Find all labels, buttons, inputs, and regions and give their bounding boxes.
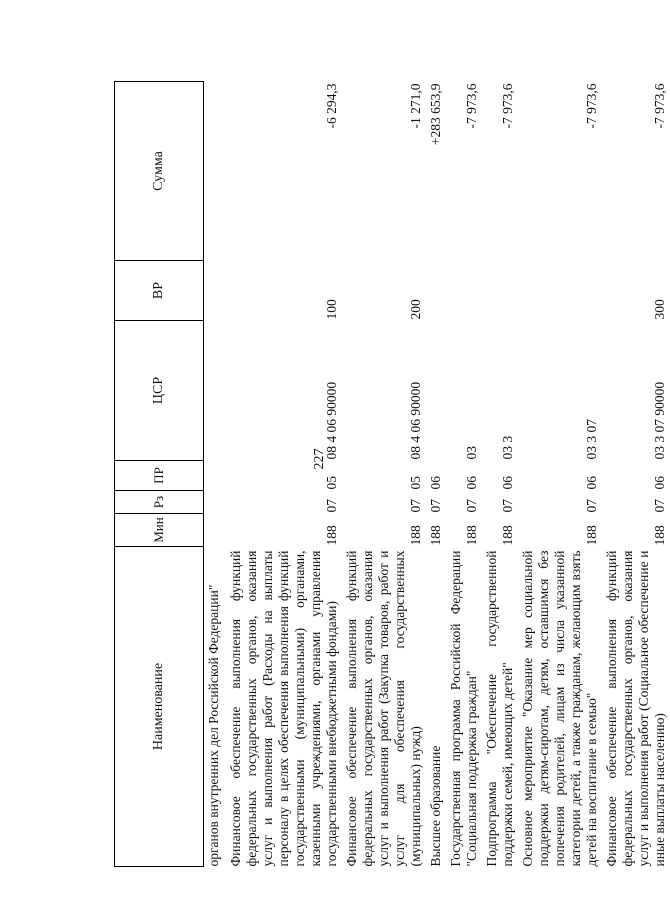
row-name: Подпрограмма "Обеспечение государственной поддержки семей, имеющих детей" <box>483 550 515 867</box>
row-sum: -7 973,6 <box>583 83 599 129</box>
row-vr <box>446 261 482 321</box>
row-vr: 200 <box>407 299 423 320</box>
row-vr: 100 <box>323 299 339 320</box>
row-vr <box>482 261 518 321</box>
row-csr: 03 3 <box>499 435 515 460</box>
row-name: Финансовое обеспечение выполнения функций федеральных государственных органов, оказания услуг и выполнения работ (Расходы на выплаты персоналу в целях обеспечения выполнения функций государственными (муниципальными) органами, казенными учреждениями, органами управления государственными внебюджетными фондами) <box>227 550 339 867</box>
row-rz: 07 <box>463 499 479 513</box>
row-name: Финансовое обеспечение выполнения функций федеральных государственных органов, оказания услуг и выполнения работ (Социальное обеспечение и иные выплаты населению) <box>603 550 667 867</box>
row-csr <box>426 321 446 461</box>
row-sum <box>204 82 226 261</box>
page-number: 227 <box>312 448 327 470</box>
row-vr: 300 <box>651 299 667 320</box>
row-pr: 06 <box>583 476 599 490</box>
table-row <box>482 82 518 867</box>
table-row <box>602 82 670 867</box>
row-csr <box>204 321 226 461</box>
table-row <box>446 82 482 867</box>
row-csr: 03 <box>463 446 479 460</box>
row-min: 188 <box>583 525 599 546</box>
row-csr: 03 3 07 90000 <box>651 381 667 460</box>
table-row <box>342 82 426 867</box>
row-name: Основное мероприятие "Оказание мер социальной поддержки детям-сиротам, детям, оставшимся без попечения родителей, лицам из числа указанной категории детей, а также гражданам, желающим взять детей на воспитание в семью" <box>519 550 599 867</box>
row-name: Финансовое обеспечение выполнения функций федеральных государственных органов, оказания услуг и выполнения работ (Закупка товаров, работ и услуг для обеспечения государственных (муниципальных) нужд) <box>343 550 423 867</box>
row-csr: 03 3 07 <box>583 419 599 460</box>
table-row <box>426 82 446 867</box>
header-min: Мин <box>115 514 204 547</box>
row-vr <box>518 261 602 321</box>
row-rz: 07 <box>407 499 423 513</box>
row-sum: -7 973,6 <box>499 83 515 129</box>
table-header-row <box>115 82 204 867</box>
header-rz: Рз <box>115 491 204 514</box>
header-csr: ЦСР <box>115 321 204 461</box>
row-pr: 05 <box>407 476 423 490</box>
budget-table <box>114 81 670 867</box>
row-vr <box>204 261 226 321</box>
row-rz: 07 <box>583 499 599 513</box>
row-min: 188 <box>407 525 423 546</box>
row-rz: 07 <box>323 499 339 513</box>
row-pr: 06 <box>651 476 667 490</box>
row-name: Высшее образование <box>427 745 443 867</box>
row-rz: 07 <box>499 499 515 513</box>
row-sum: -6 294,3 <box>323 83 339 129</box>
row-name: Государственная программа Российской Федерации "Социальная поддержка граждан" <box>447 550 479 867</box>
row-min: 188 <box>427 525 443 546</box>
budget-table-rotated <box>114 82 667 867</box>
row-name: органов внутренних дел Российской Федерации" <box>206 584 221 867</box>
row-rz: 07 <box>427 499 443 513</box>
row-sum: -1 271,0 <box>407 83 423 129</box>
header-pr: ПР <box>115 461 204 491</box>
row-min: 188 <box>323 525 339 546</box>
row-pr: 05 <box>323 476 339 490</box>
row-vr <box>426 261 446 321</box>
row-rz <box>204 491 226 514</box>
row-min <box>204 514 226 547</box>
row-sum: -7 973,6 <box>651 83 667 129</box>
row-min: 188 <box>499 525 515 546</box>
row-csr: 08 4 06 90000 <box>323 381 339 460</box>
header-vr: ВР <box>115 261 204 321</box>
row-sum: +283 653,9 <box>427 83 443 146</box>
row-pr: 06 <box>499 476 515 490</box>
header-sum: Сумма <box>115 82 204 261</box>
row-min: 188 <box>463 525 479 546</box>
table-row <box>518 82 602 867</box>
row-pr: 06 <box>427 476 443 490</box>
header-name: Наименование <box>115 547 204 867</box>
table-row <box>204 82 226 867</box>
row-rz: 07 <box>651 499 667 513</box>
row-pr <box>204 461 226 491</box>
row-sum: -7 973,6 <box>463 83 479 129</box>
table-row <box>226 82 342 867</box>
row-pr: 06 <box>463 476 479 490</box>
row-csr: 08 4 06 90000 <box>407 381 423 460</box>
row-min: 188 <box>651 525 667 546</box>
